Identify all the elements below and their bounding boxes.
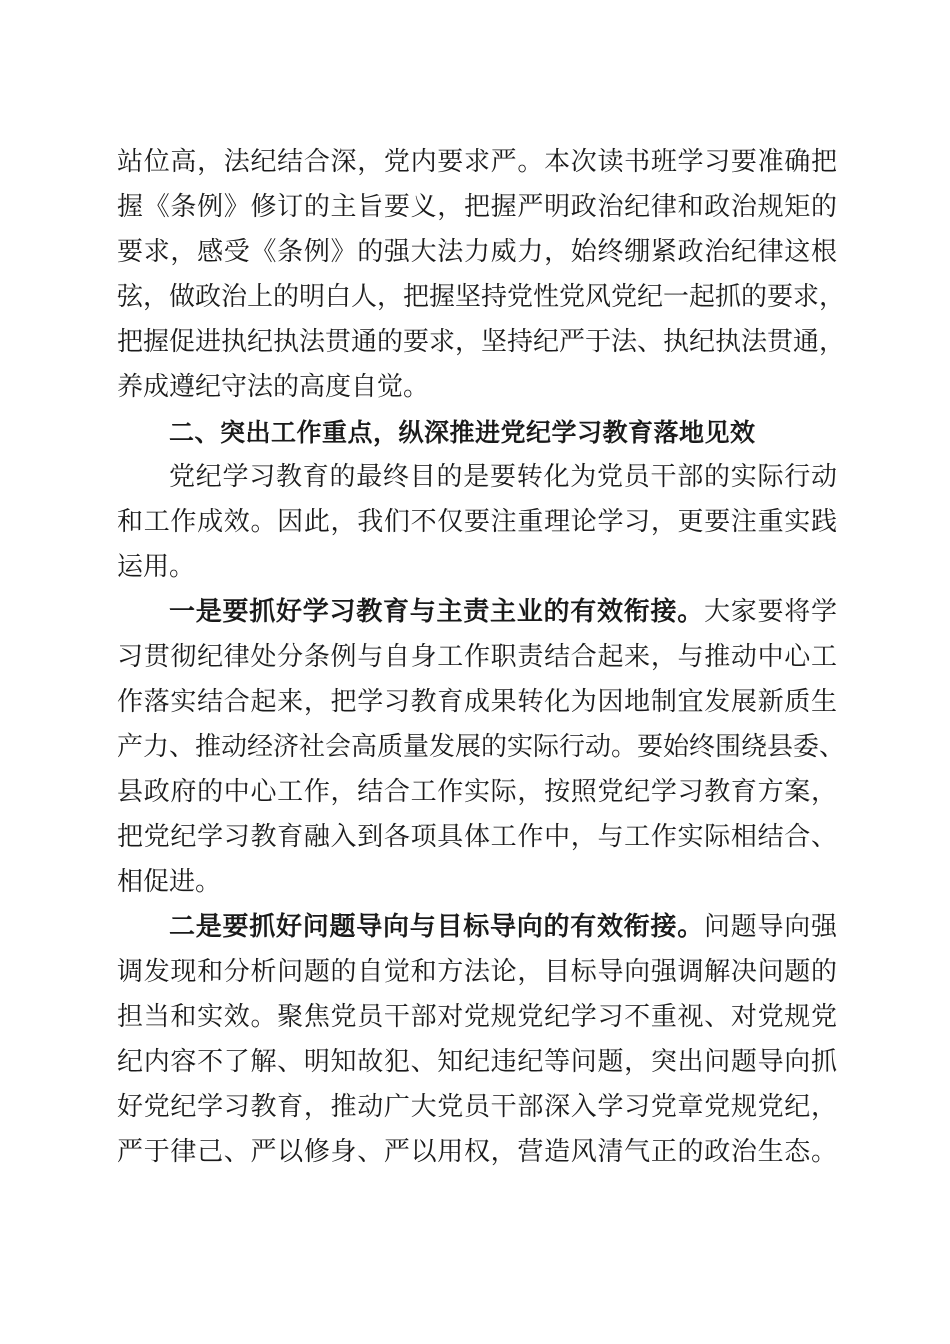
- text-line: 弦，做政治上的明白人，把握坚持党性党风党纪一起抓的要求，: [117, 282, 846, 312]
- paragraph-intro: [117, 455, 837, 590]
- text-line: 党纪学习教育的最终目的是要转化为党员干部的实际行动: [169, 462, 837, 492]
- text-line: 纪内容不了解、明知故犯、知纪违纪等问题，突出问题导向抓: [117, 1047, 837, 1077]
- text-line: 好党纪学习教育，推动广大党员干部深入学习党章党规党纪，: [117, 1092, 837, 1122]
- section-heading: 二、突出工作重点，纵深推进党纪学习教育落地见效: [169, 418, 756, 447]
- point-lead: 一是要抓好学习教育与主责主业的有效衔接。: [169, 597, 704, 627]
- text-line: 把党纪学习教育融入到各项具体工作中，与工作实际相结合、: [117, 822, 837, 852]
- text-line: 相促进。: [117, 867, 222, 897]
- text-line: 站位高，法纪结合深，党内要求严。本次读书班学习要准确把: [117, 147, 837, 177]
- point-rest: 问题导向强: [703, 912, 837, 942]
- text-line: 运用。: [117, 552, 196, 582]
- text-line: 要求，感受《条例》的强大法力威力，始终绷紧政治纪律这根: [117, 237, 837, 267]
- text-line: [117, 590, 837, 635]
- paragraph-discipline-study: [117, 140, 846, 410]
- text-line: 严于律己、严以修身、严以用权，营造风清气正的政治生态。: [117, 1137, 837, 1167]
- text-line: 养成遵纪守法的高度自觉。: [117, 372, 430, 402]
- text-line: 和工作成效。因此，我们不仅要注重理论学习，更要注重实践: [117, 507, 837, 537]
- paragraph-point-two: [117, 905, 837, 1175]
- text-line: 把握促进执纪执法贯通的要求，坚持纪严于法、执纪执法贯通，: [117, 327, 846, 357]
- point-lead: 二是要抓好问题导向与目标导向的有效衔接。: [169, 912, 704, 942]
- text-line: 调发现和分析问题的自觉和方法论，目标导向强调解决问题的: [117, 957, 837, 987]
- document-page: [117, 140, 846, 1175]
- point-rest: 大家要将学: [703, 597, 837, 627]
- text-line: 作落实结合起来，把学习教育成果转化为因地制宜发展新质生: [117, 687, 837, 717]
- text-line: 产力、推动经济社会高质量发展的实际行动。要始终围绕县委、: [117, 732, 846, 762]
- text-line: 县政府的中心工作，结合工作实际，按照党纪学习教育方案，: [117, 777, 837, 807]
- text-line: 习贯彻纪律处分条例与自身工作职责结合起来，与推动中心工: [117, 642, 837, 672]
- paragraph-point-one: [117, 590, 846, 905]
- text-line: 担当和实效。聚焦党员干部对党规党纪学习不重视、对党规党: [117, 1002, 837, 1032]
- text-line: [117, 905, 837, 950]
- text-line: 握《条例》修订的主旨要义，把握严明政治纪律和政治规矩的: [117, 192, 837, 222]
